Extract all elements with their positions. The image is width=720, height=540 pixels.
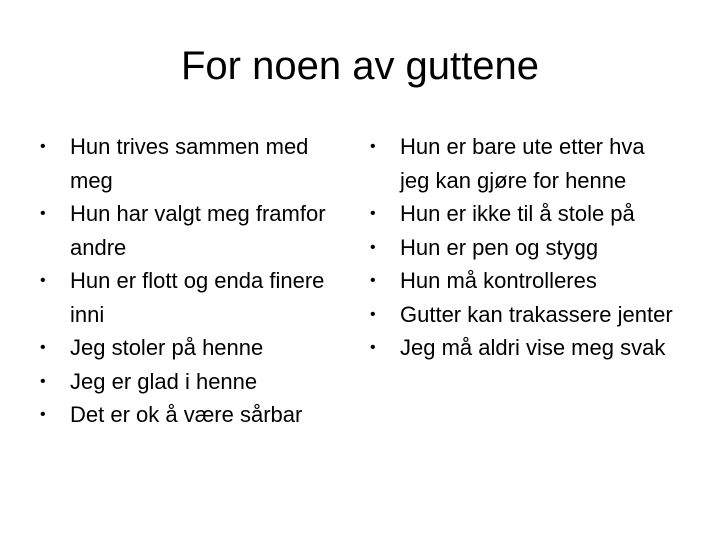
bullet-text: Hun er bare ute etter hva jeg kan gjøre for henne: [400, 134, 645, 193]
bullet-text: Jeg er glad i henne: [70, 368, 258, 394]
left-bullet-item: [36, 264, 356, 331]
right-bullet-item: [366, 197, 676, 231]
bullet-text: Jeg må aldri vise meg svak: [400, 335, 666, 360]
bullet-icon: •: [370, 238, 376, 256]
bullet-text: Det er ok å være sårbar: [70, 402, 303, 427]
bullet-text: Hun er ikke til å stole på: [400, 201, 635, 226]
right-bullet-item: [366, 331, 676, 365]
right-bullet-item: [366, 231, 676, 265]
bullet-icon: •: [40, 138, 46, 155]
left-bullet-list: [36, 130, 356, 432]
bullet-icon: •: [370, 272, 376, 289]
bullet-icon: •: [370, 305, 376, 323]
bullet-icon: •: [40, 272, 46, 289]
bullet-icon: •: [40, 205, 46, 222]
bullet-text: Hun trives sammen med meg: [70, 134, 309, 193]
bullet-icon: •: [370, 339, 376, 356]
right-bullet-item: [366, 298, 676, 332]
bullet-icon: •: [40, 339, 46, 356]
right-bullet-list: [366, 130, 676, 365]
bullet-text: Jeg stoler på henne: [70, 335, 264, 360]
left-bullet-item: [36, 398, 356, 432]
bullet-text: Gutter kan trakassere jenter: [400, 301, 673, 327]
left-bullet-item: [36, 331, 356, 365]
bullet-icon: •: [40, 372, 46, 390]
right-bullet-item: [366, 264, 676, 298]
slide-title: For noen av guttene: [180, 44, 540, 88]
bullet-icon: •: [370, 205, 376, 222]
left-bullet-item: [36, 197, 356, 264]
left-bullet-item: [36, 130, 356, 197]
bullet-text: Hun er pen og stygg: [400, 234, 599, 260]
right-bullet-item: [366, 130, 676, 197]
bullet-text: Hun er flott og enda finere inni: [70, 268, 325, 327]
bullet-text: Hun må kontrolleres: [400, 268, 597, 293]
bullet-text: Hun har valgt meg framfor andre: [70, 201, 326, 260]
bullet-icon: •: [370, 138, 376, 155]
left-bullet-item: [36, 365, 356, 399]
bullet-icon: •: [40, 406, 46, 423]
